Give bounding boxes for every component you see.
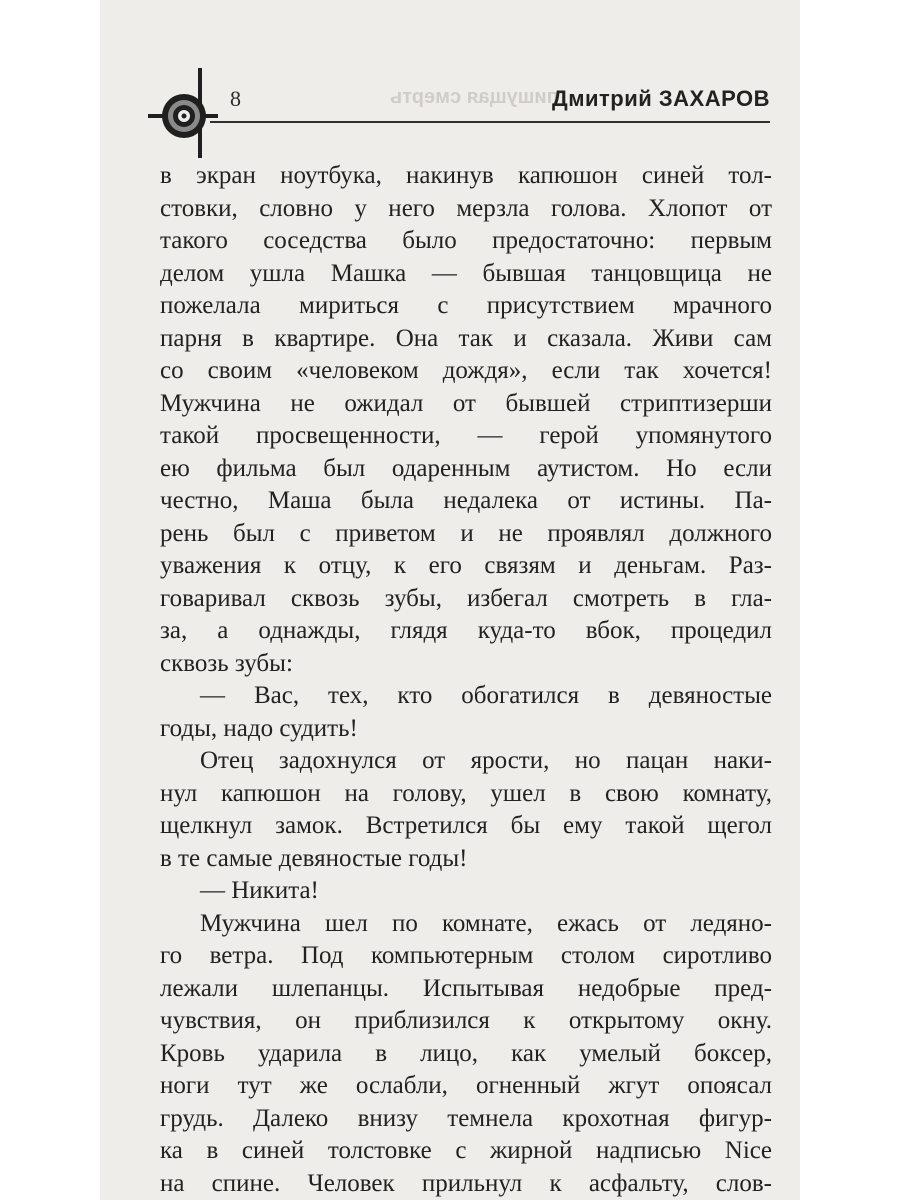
text-line: ноги тут же ослабли, огненный жгут опоясал [160, 1072, 772, 1099]
text-line: нул капюшон на голову, ушел в свою комнату, [160, 779, 772, 807]
header-rule [210, 121, 770, 123]
text-line: лежали шлепанцы. Испытывая недобрые пред- [160, 974, 772, 1002]
text-line: — Никита! [200, 877, 319, 904]
text-line: стовки, словно у него мерзла голова. Хлопот от [160, 194, 772, 222]
text-line: чувствия, он приблизился к открытому окну. [160, 1007, 772, 1034]
text-line: ею фильма был одаренным аутистом. Но если [160, 454, 772, 482]
text-line: такой просвещенности, — герой упомянутого [160, 422, 772, 449]
text-line: за, а однажды, глядя куда-то вбок, процедил [160, 617, 772, 644]
text-line: ка в синей толстовке с жирной надписью Nice [160, 1137, 772, 1164]
text-line: Отец задохнулся от ярости, но пацан наки- [200, 747, 772, 774]
body-text [160, 160, 772, 1200]
text-line: Мужчина шел по комнате, ежась от ледяно- [200, 909, 772, 937]
text-line: уважения к отцу, к его связям и деньгам. Раз- [160, 552, 772, 579]
text-line: парня в квартире. Она так и сказала. Живи сам [160, 324, 772, 352]
text-line: говаривал сквозь зубы, избегал смотреть в гла- [160, 584, 772, 612]
book-page [100, 0, 800, 1200]
text-line: сквозь зубы: [160, 649, 293, 677]
text-line: Кровь ударила в лицо, как умелый боксер, [160, 1039, 772, 1067]
page-number: 8 [230, 86, 241, 111]
text-line: щелкнул замок. Встретился бы ему такой щегол [160, 812, 772, 839]
text-line: делом ушла Машка — бывшая танцовщица не [160, 259, 772, 287]
text-line: в экран ноутбука, накинув капюшон синей тол- [160, 162, 772, 189]
bleed-through-text: пишущая смерть [390, 86, 559, 108]
text-line: грудь. Далеко внизу темнела крохотная фигур- [160, 1104, 772, 1132]
text-line: со своим «человеком дождя», если так хочется! [160, 357, 772, 384]
page-header [100, 0, 800, 150]
text-line: такого соседства было предостаточно: первым [160, 227, 772, 254]
text-line: Мужчина не ожидал от бывшей стриптизерши [160, 389, 772, 417]
target-emblem-icon [148, 68, 218, 158]
text-line: пожелала мириться с присутствием мрачного [160, 292, 772, 319]
text-line: годы, надо судить! [160, 714, 358, 742]
text-line: честно, Маша была недалека от истины. Па- [160, 487, 772, 514]
running-title: Дмитрий ЗАХАРОВ [552, 86, 770, 111]
text-line: на спине. Человек прильнул к асфальту, слов- [160, 1169, 772, 1197]
text-line: рень был с приветом и не проявлял должного [160, 519, 772, 547]
text-line: — Вас, тех, кто обогатился в девяностые [200, 682, 772, 709]
text-line: в те самые девяностые годы! [160, 844, 468, 872]
text-line: го ветра. Под компьютерным столом сиротливо [160, 942, 772, 969]
